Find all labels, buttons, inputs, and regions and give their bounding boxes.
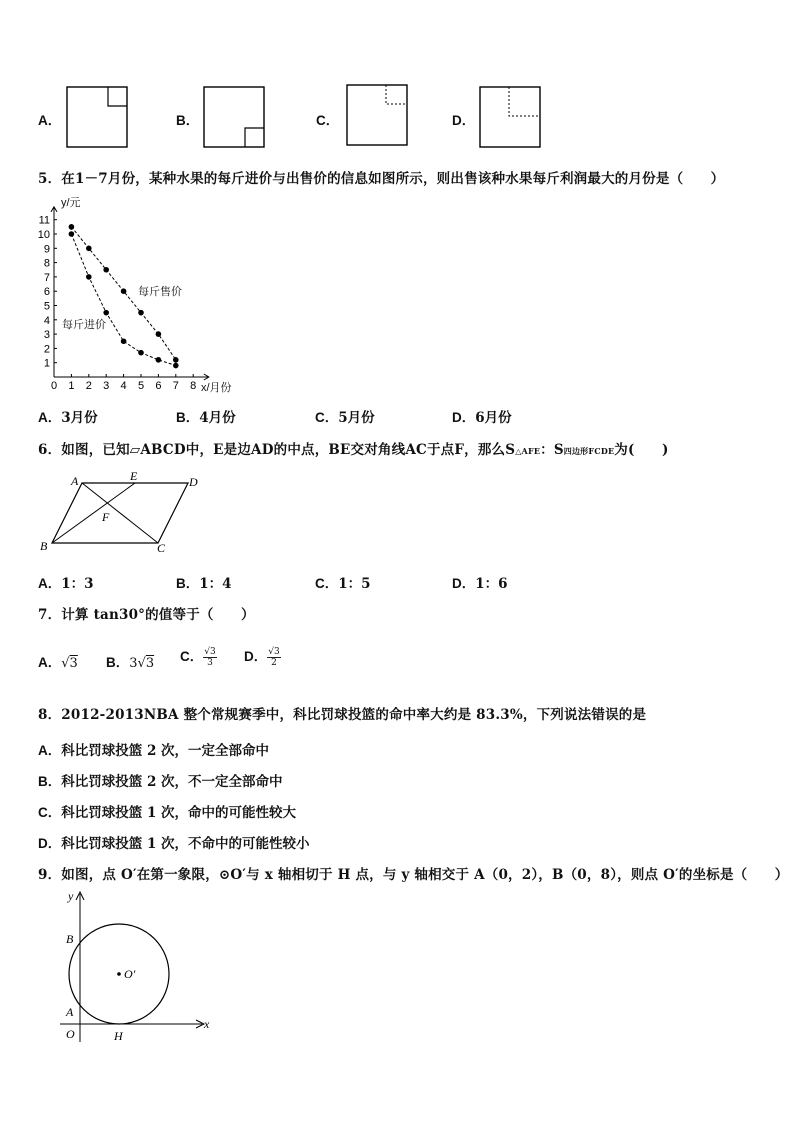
q4-option-d-letter[interactable]: D． — [452, 113, 476, 128]
q8-option-c[interactable]: C．科比罚球投篮 1 次，命中的可能性较大 — [38, 805, 297, 821]
q5-stem: 5．在1－7月份，某种水果的每斤进价与出售价的信息如图所示，则出售该种水果每斤利润最大的月份是（ ） — [38, 171, 725, 187]
q8-option-d[interactable]: D．科比罚球投篮 1 次，不命中的可能性较小 — [38, 836, 310, 852]
y-tick-label: 1 — [43, 357, 50, 370]
q8-stem: 8．2012-2013NBA 整个常规赛季中，科比罚球投篮的命中率大约是 83.3%，下列说法错误的是 — [38, 707, 647, 723]
y-tick-label: 8 — [43, 257, 50, 270]
y-tick-label: 10 — [37, 229, 50, 241]
q4-option-c-letter[interactable]: C． — [316, 113, 340, 128]
series-line-1 — [71, 234, 175, 366]
y-tick-label: 6 — [43, 286, 50, 299]
q8-option-b[interactable]: B．科比罚球投篮 2 次，不一定全部命中 — [38, 774, 283, 790]
label-o-prime: O′ — [124, 967, 136, 981]
series-1-point-4 — [138, 350, 144, 356]
y-tick-label: 5 — [43, 300, 50, 313]
q4-option-c-figure — [346, 84, 408, 146]
series-1-point-1 — [86, 274, 92, 280]
q5-legend-sale: 每斤售价 — [138, 286, 182, 298]
q6-stem: 6．如图，已知▱ABCD中，E是边AD的中点，BE交对角线AC于点F，那么S△AFE：S四边形FCDE为( ) — [38, 442, 669, 458]
series-0-point-1 — [86, 246, 92, 252]
label-x: x — [204, 1017, 210, 1031]
q7-option-c[interactable]: C． $\frac{√3}{3}$ — [180, 647, 216, 668]
series-1-point-2 — [103, 310, 109, 316]
label-o: O — [66, 1027, 75, 1041]
x-tick-label: 3 — [103, 380, 110, 392]
label-b: B — [66, 932, 74, 946]
q9-stem: 9．如图，点 O′在第一象限，⊙O′与 x 轴相切于 H 点，与 y 轴相交于 A（0，2），B（0，8），则点 O′的坐标是（ ） — [38, 867, 789, 883]
q7-option-b[interactable]: B．3√3 — [106, 655, 155, 671]
label-a: A — [71, 474, 79, 488]
x-tick-label: 0 — [50, 380, 58, 392]
x-tick-label: 4 — [120, 380, 127, 392]
q6-option-c[interactable]: C．1：5 — [315, 576, 371, 592]
series-0-point-3 — [121, 288, 127, 294]
q4-option-b-letter[interactable]: B． — [176, 113, 200, 128]
series-0-point-2 — [103, 267, 109, 273]
q4-option-a-figure — [66, 86, 128, 148]
label-h: H — [114, 1029, 123, 1043]
q4-option-b-figure — [203, 86, 265, 148]
q6-option-a[interactable]: A．1：3 — [38, 576, 94, 592]
label-d: D — [189, 475, 198, 489]
q9-circle-figure — [56, 886, 216, 1048]
series-0-point-4 — [138, 310, 144, 316]
x-tick-label: 5 — [137, 380, 145, 392]
q7-stem: 7．计算 tan30°的值等于（ ） — [38, 607, 255, 623]
q5-chart-ticks — [38, 215, 197, 392]
q4-option-d-figure — [479, 86, 541, 148]
q5-option-c[interactable]: C．5月份 — [315, 410, 375, 426]
y-tick-label: 3 — [43, 329, 50, 342]
label-e: E — [130, 469, 138, 483]
q5-y-axis-label: y/元 — [61, 197, 81, 209]
q4-option-a-letter[interactable]: A． — [38, 113, 62, 128]
label-f: F — [102, 510, 110, 524]
x-tick-label: 6 — [155, 380, 162, 392]
q6-parallelogram-figure — [36, 468, 216, 560]
q5-option-a[interactable]: A．3月份 — [38, 410, 98, 426]
q7-option-a[interactable]: A．√3 — [38, 655, 78, 671]
series-0-point-5 — [156, 331, 162, 337]
q5-legend-cost: 每斤进价 — [62, 319, 106, 331]
label-y: y — [68, 889, 74, 903]
q5-option-d[interactable]: D．6月份 — [452, 410, 512, 426]
q5-chart-axes — [51, 207, 209, 380]
y-tick-label: 9 — [43, 243, 50, 256]
label-c: C — [157, 541, 166, 555]
y-tick-label: 11 — [38, 214, 50, 227]
series-1-point-5 — [156, 357, 162, 363]
label-a: A — [66, 1005, 74, 1019]
x-tick-label: 2 — [85, 380, 92, 392]
y-tick-label: 4 — [43, 314, 50, 327]
y-tick-label: 7 — [43, 271, 50, 284]
q5-option-b[interactable]: B．4月份 — [176, 410, 236, 426]
center-point — [117, 972, 121, 976]
q6-option-d[interactable]: D．1：6 — [452, 576, 508, 592]
q5-x-axis-label: x/月份 — [201, 382, 232, 394]
x-tick-label: 8 — [190, 380, 197, 392]
x-tick-label: 1 — [68, 380, 75, 392]
x-tick-label: 7 — [172, 380, 179, 392]
q6-option-b[interactable]: B．1：4 — [176, 576, 232, 592]
label-b: B — [40, 539, 48, 553]
q7-option-d[interactable]: D． $\frac{√3}{2}$ — [244, 647, 280, 668]
y-tick-label: 2 — [43, 343, 50, 356]
series-1-point-3 — [121, 338, 127, 344]
q8-option-a[interactable]: A．科比罚球投篮 2 次，一定全部命中 — [38, 743, 270, 759]
